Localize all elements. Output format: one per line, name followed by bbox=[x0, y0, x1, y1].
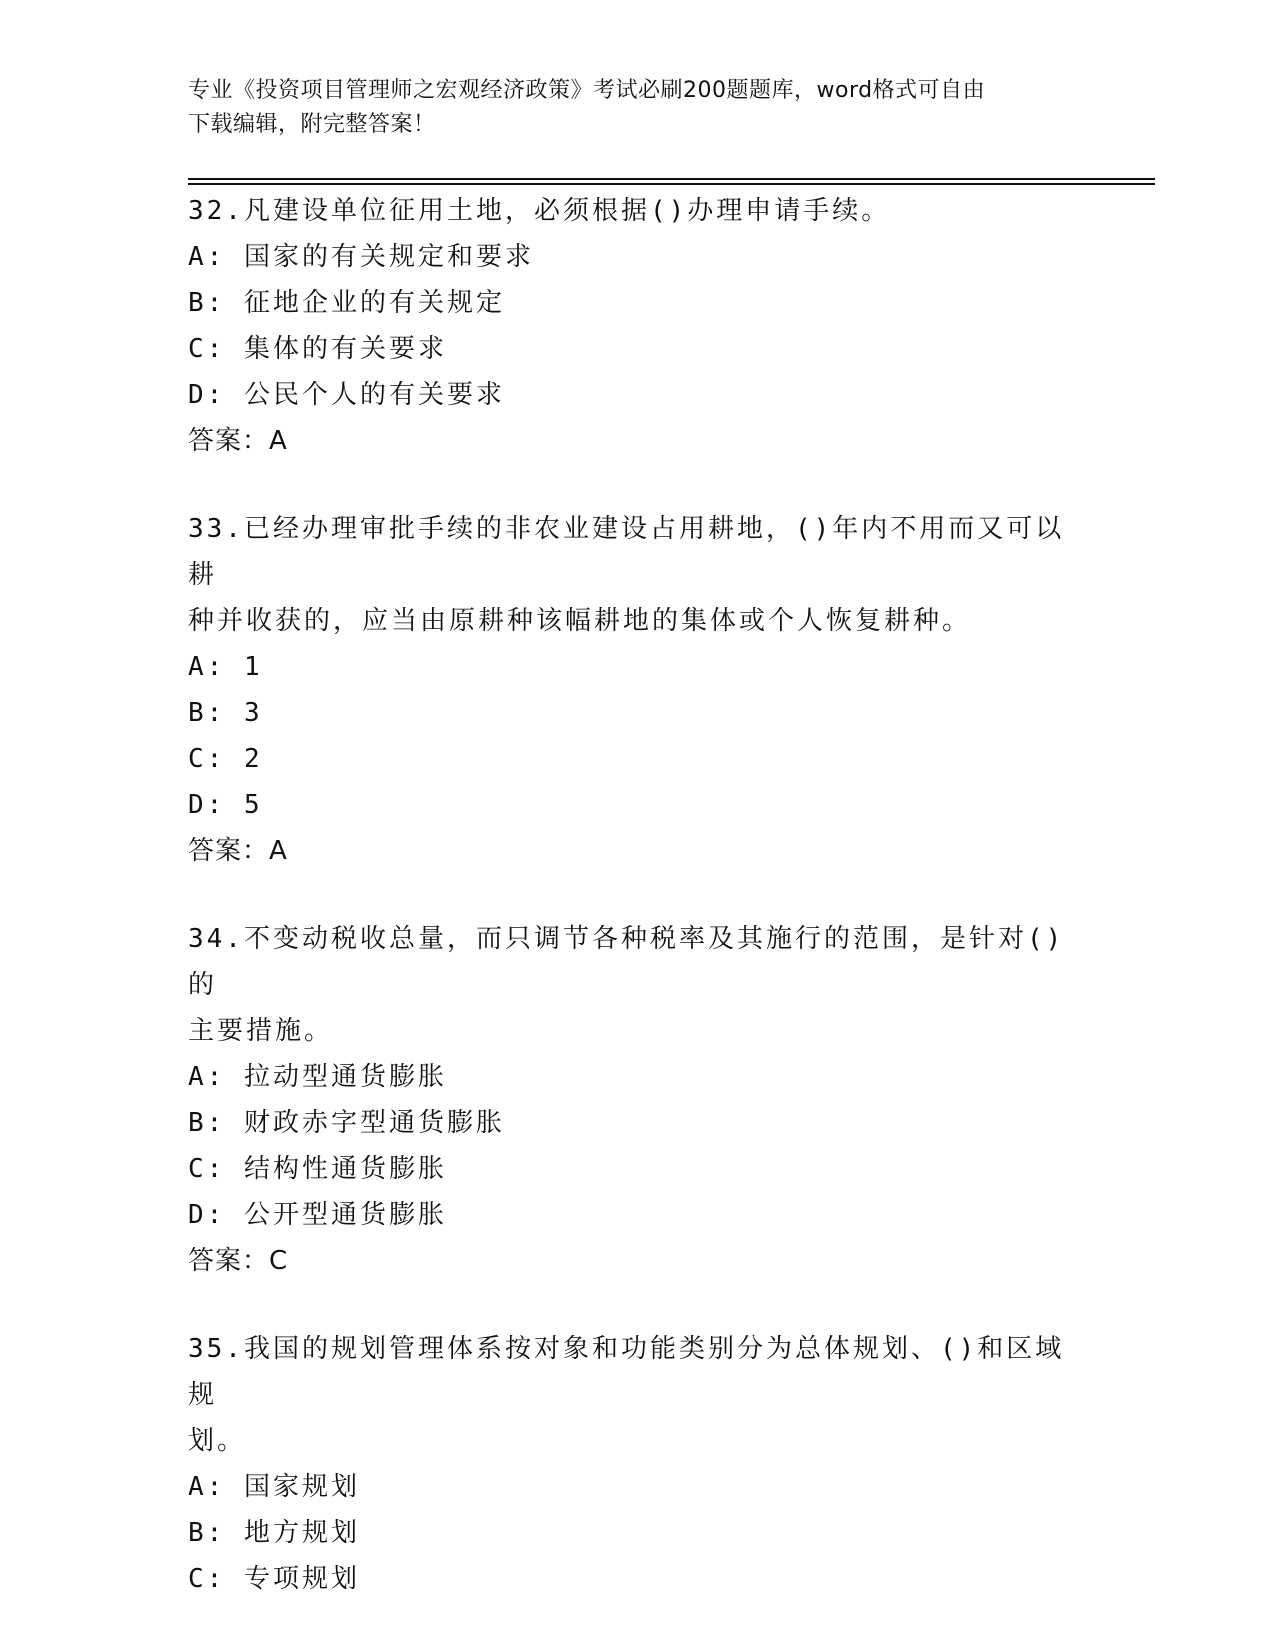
question-list bbox=[188, 188, 1088, 1602]
question-stem: 32.凡建设单位征用土地，必须根据()办理申请手续。 bbox=[188, 196, 891, 226]
question-35 bbox=[188, 1326, 1088, 1602]
question-stem-line-1: 35.我国的规划管理体系按对象和功能类别分为总体规划、()和区域规 bbox=[188, 1334, 1065, 1410]
question-stem-line-1: 34.不变动税收总量，而只调节各种税率及其施行的范围，是针对()的 bbox=[188, 924, 1065, 1000]
option-c: C: 集体的有关要求 bbox=[188, 334, 447, 364]
option-b: B: 地方规划 bbox=[188, 1518, 360, 1548]
question-stem-line-2: 划。 bbox=[188, 1426, 247, 1456]
question-stem-line-2: 种并收获的，应当由原耕种该幅耕地的集体或个人恢复耕种。 bbox=[188, 606, 972, 636]
document-header bbox=[188, 74, 1068, 142]
header-line-1: 专业《投资项目管理师之宏观经济政策》考试必刷200题题库，word格式可自由 bbox=[188, 78, 986, 103]
answer: 答案：A bbox=[188, 426, 288, 456]
option-c: C: 结构性通货膨胀 bbox=[188, 1154, 447, 1184]
option-a: A: 拉动型通货膨胀 bbox=[188, 1062, 447, 1092]
option-a: A: 国家规划 bbox=[188, 1472, 360, 1502]
option-a: A: 国家的有关规定和要求 bbox=[188, 242, 534, 272]
option-c: C: 专项规划 bbox=[188, 1564, 360, 1594]
question-stem-line-2: 主要措施。 bbox=[188, 1016, 334, 1046]
question-33 bbox=[188, 506, 1088, 874]
option-b: B: 财政赤字型通货膨胀 bbox=[188, 1108, 505, 1138]
header-line-2: 下载编辑，附完整答案！ bbox=[188, 112, 436, 137]
question-stem-line-1: 33.已经办理审批手续的非农业建设占用耕地，()年内不用而又可以耕 bbox=[188, 514, 1065, 590]
option-c: C: 2 bbox=[188, 744, 263, 774]
header-divider-bottom bbox=[188, 183, 1155, 185]
option-d: D: 公开型通货膨胀 bbox=[188, 1200, 447, 1230]
question-32 bbox=[188, 188, 1088, 464]
option-a: A: 1 bbox=[188, 652, 263, 682]
question-34 bbox=[188, 916, 1088, 1284]
option-b: B: 3 bbox=[188, 698, 263, 728]
option-b: B: 征地企业的有关规定 bbox=[188, 288, 505, 318]
answer: 答案：C bbox=[188, 1246, 289, 1276]
answer: 答案：A bbox=[188, 836, 288, 866]
header-divider-top bbox=[188, 178, 1155, 180]
option-d: D: 公民个人的有关要求 bbox=[188, 380, 505, 410]
option-d: D: 5 bbox=[188, 790, 263, 820]
